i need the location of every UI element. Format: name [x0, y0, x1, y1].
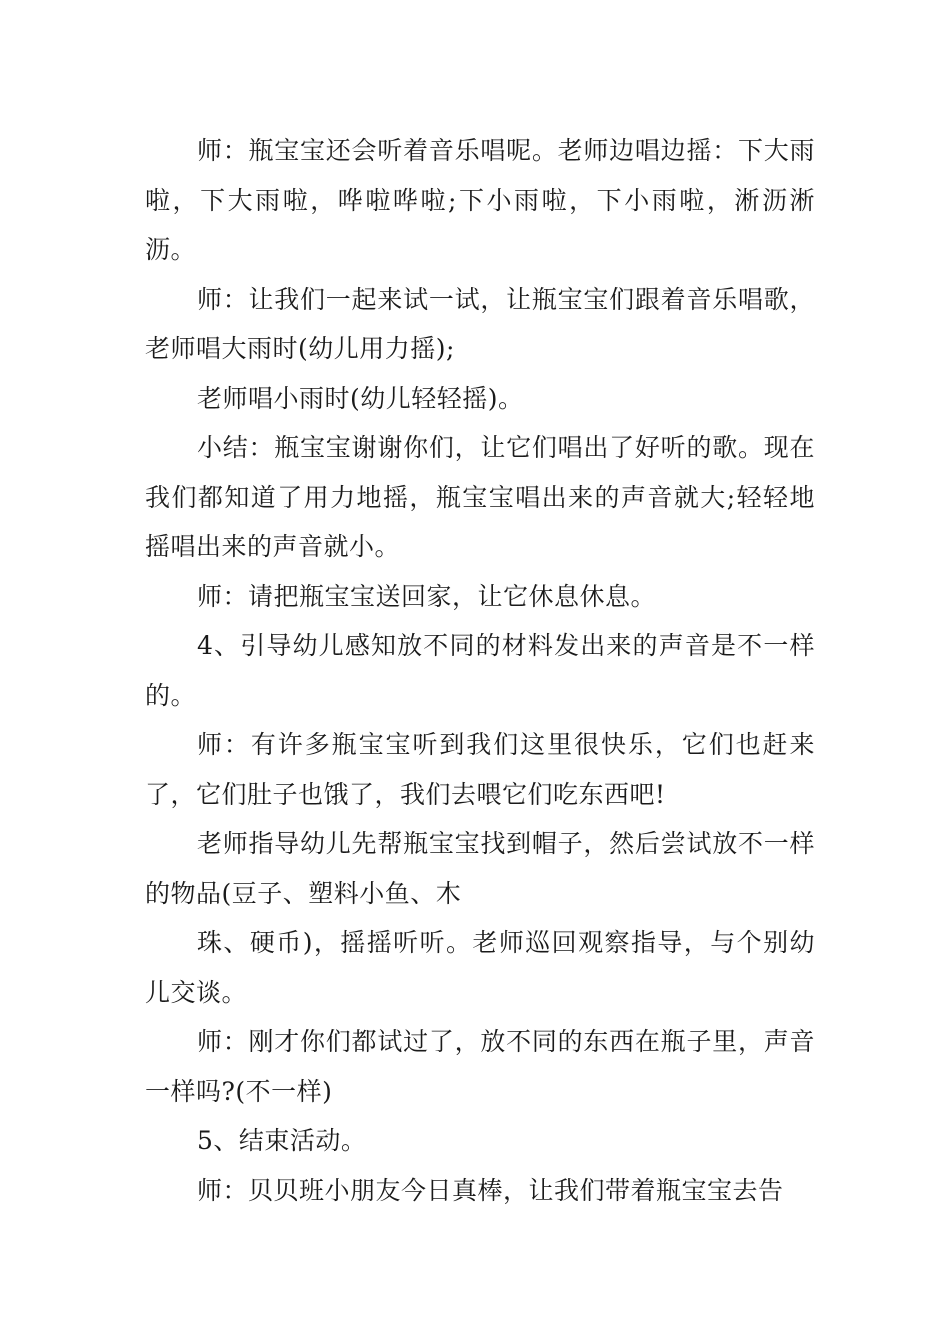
- paragraph-step-5: 5、结束活动。: [197, 1126, 367, 1155]
- paragraph-closing: 师：贝贝班小朋友今日真棒，让我们带着瓶宝宝去告: [197, 1175, 784, 1205]
- paragraph-singing-intro: 师：瓶宝宝还会听着音乐唱呢。老师边唱边摇：下大雨啦，下大雨啦，哗啦哗啦;下小雨啦，下小雨啦，淅沥淅沥。: [145, 136, 815, 264]
- paragraph-shake-listen: 珠、硬币)，摇摇听听。老师巡回观察指导，与个别幼儿交谈。: [145, 928, 815, 1007]
- paragraph-summary: 小结：瓶宝宝谢谢你们，让它们唱出了好听的歌。现在我们都知道了用力地摇，瓶宝宝唱出来的声音就大;轻轻地摇唱出来的声音就小。: [145, 433, 815, 561]
- document-body: [145, 126, 815, 1215]
- paragraph-try-together: 师：让我们一起来试一试，让瓶宝宝们跟着音乐唱歌，老师唱大雨时(幼儿用力摇);: [145, 284, 815, 363]
- paragraph-send-home: 师：请把瓶宝宝送回家，让它休息休息。: [197, 581, 657, 611]
- paragraph-light-rain: 老师唱小雨时(幼儿轻轻摇)。: [197, 383, 524, 413]
- paragraph-hungry-bottles: 师：有许多瓶宝宝听到我们这里很快乐，它们也赶来了，它们肚子也饿了，我们去喂它们吃东西吧!: [145, 730, 815, 809]
- paragraph-guide-materials: 老师指导幼儿先帮瓶宝宝找到帽子，然后尝试放不一样的物品(豆子、塑料小鱼、木: [145, 829, 815, 908]
- paragraph-same-sound-question: 师：刚才你们都试过了，放不同的东西在瓶子里，声音一样吗?(不一样): [145, 1027, 815, 1106]
- paragraph-step-4: 4、引导幼儿感知放不同的材料发出来的声音是不一样的。: [145, 631, 815, 710]
